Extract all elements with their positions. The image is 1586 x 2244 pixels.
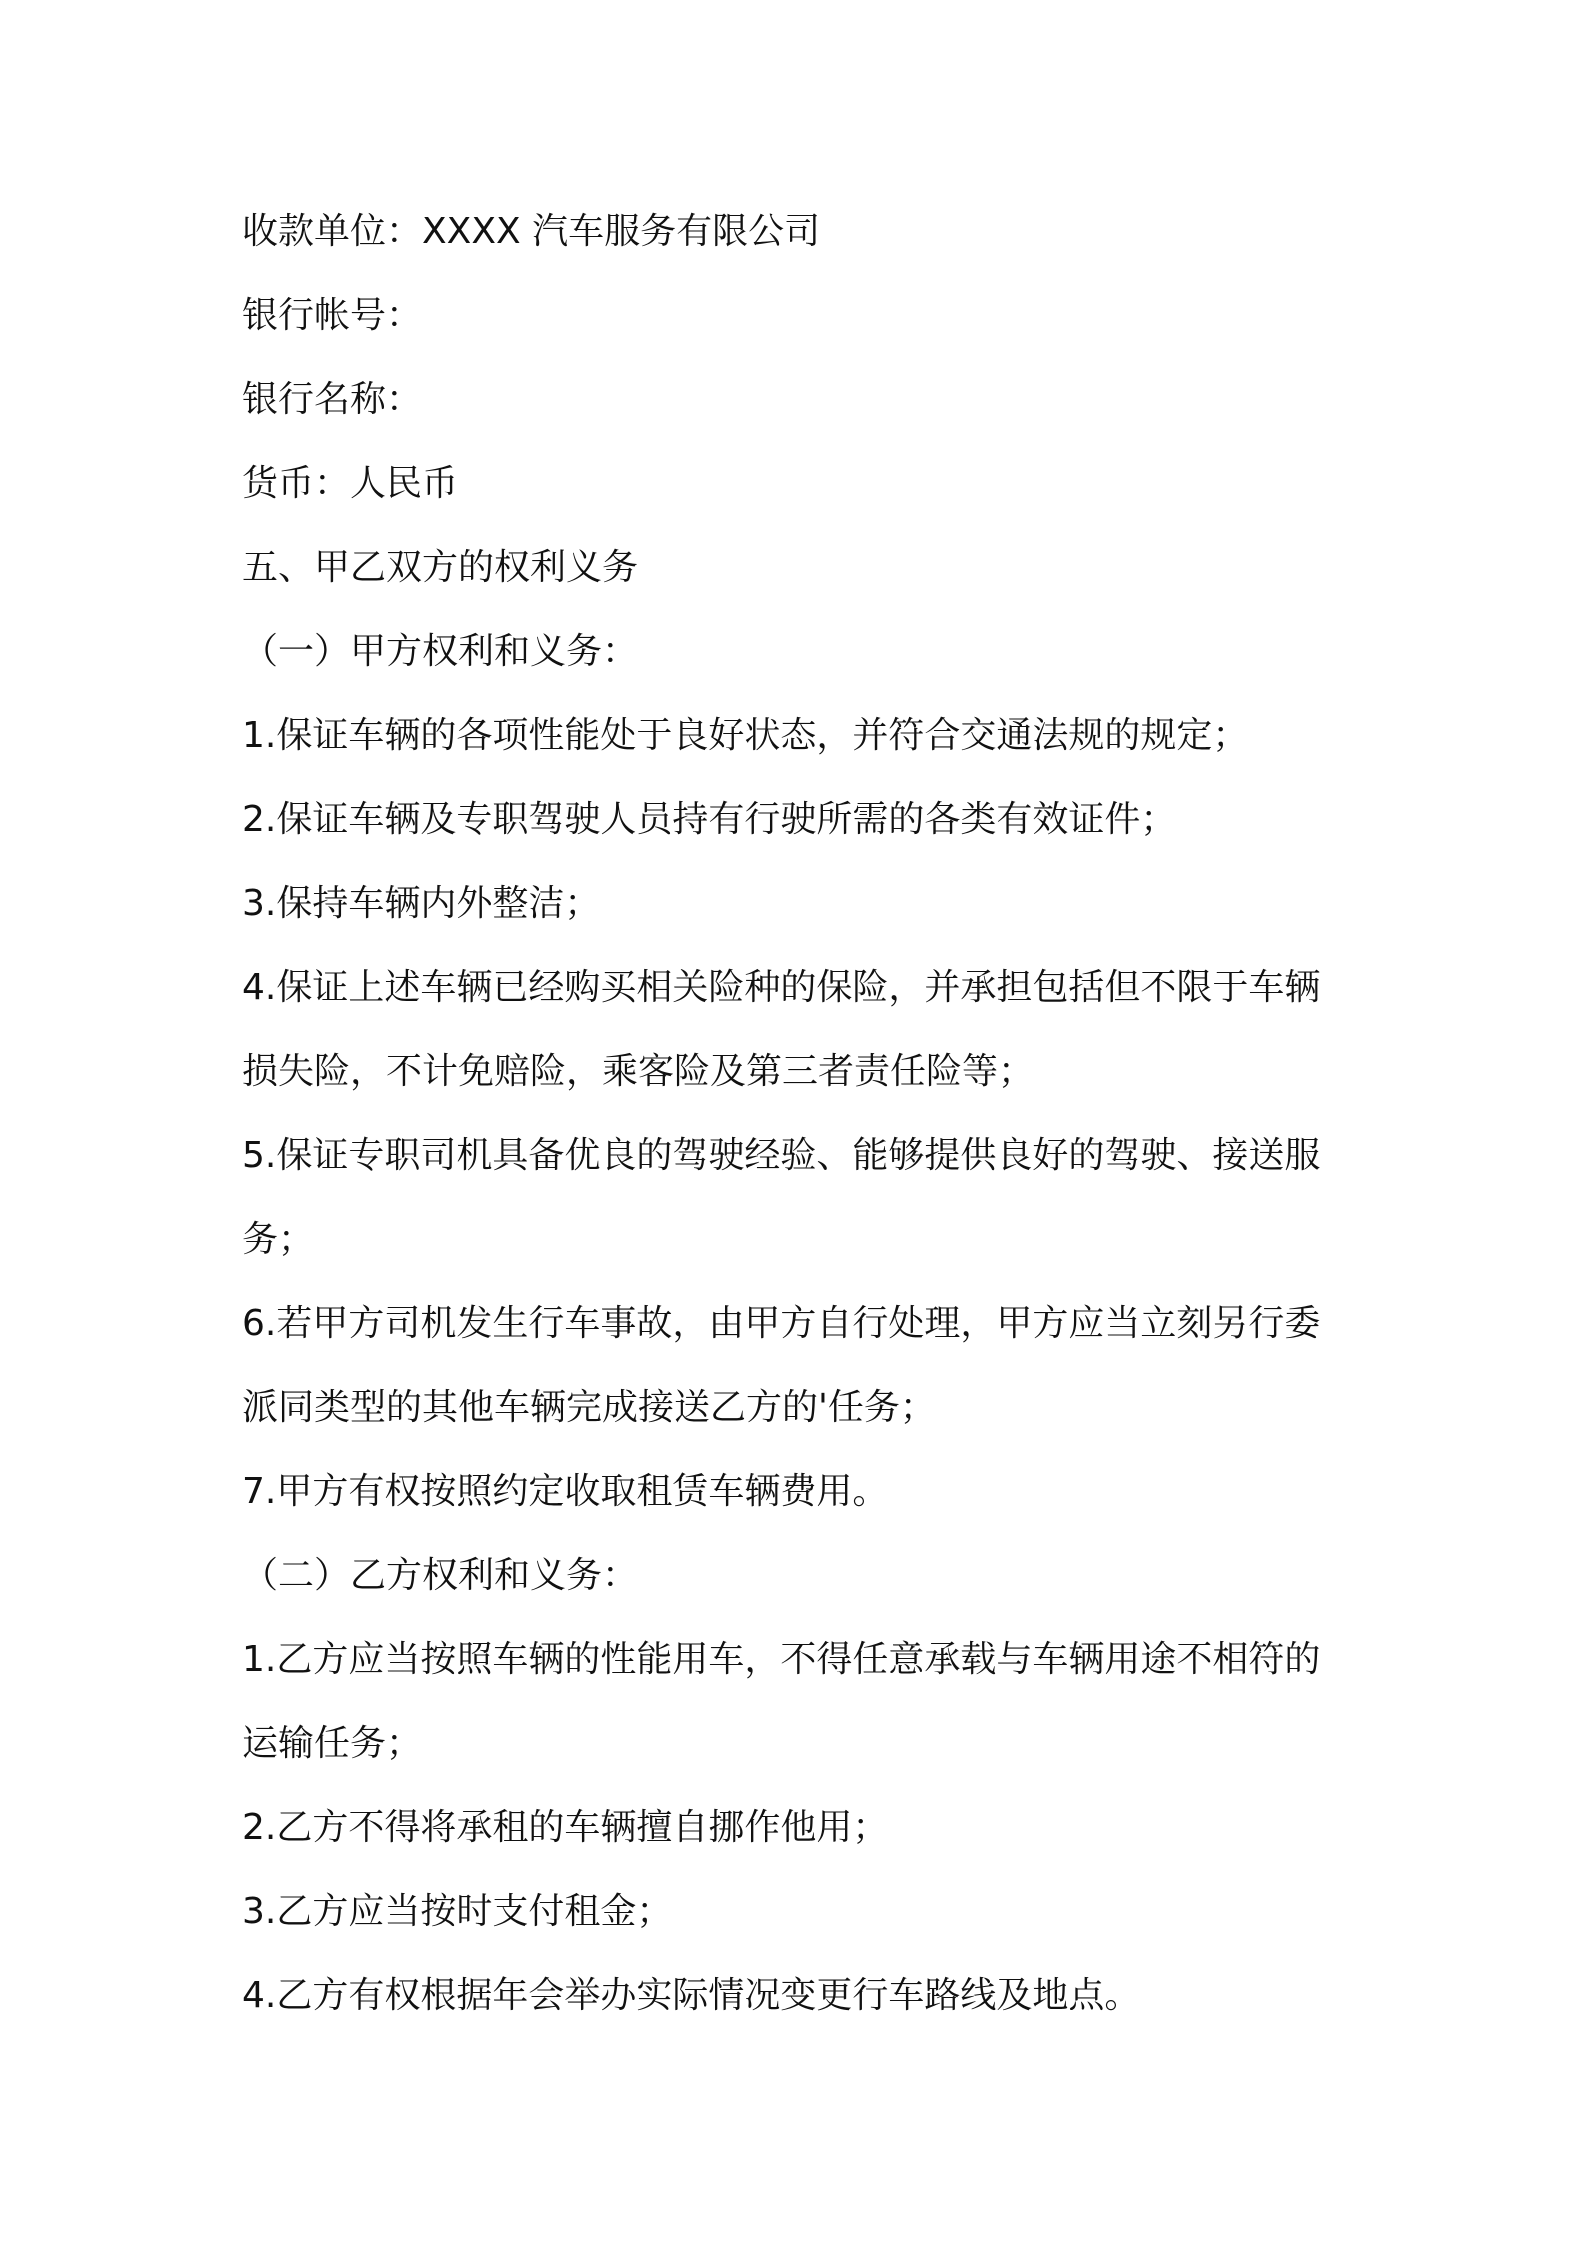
subsection-heading-party-b: （二）乙方权利和义务：	[242, 1555, 639, 1596]
clause-a-6-continued: 派同类型的其他车辆完成接送乙方的'任务；	[242, 1387, 936, 1428]
clause-b-3: 3.乙方应当按时支付租金；	[242, 1891, 673, 1932]
bank-name-line: 银行名称：	[242, 379, 423, 420]
subsection-heading-party-a: （一）甲方权利和义务：	[242, 631, 639, 672]
payee-line: 收款单位：XXXX 汽车服务有限公司	[242, 211, 821, 252]
clause-b-2: 2.乙方不得将承租的车辆擅自挪作他用；	[242, 1807, 889, 1848]
clause-a-1: 1.保证车辆的各项性能处于良好状态，并符合交通法规的规定；	[242, 715, 1249, 756]
currency-line: 货币：人民币	[242, 463, 459, 504]
clause-b-1-continued: 运输任务；	[242, 1723, 423, 1764]
clause-a-4: 4.保证上述车辆已经购买相关险种的保险，并承担包括但不限于车辆	[242, 967, 1321, 1008]
clause-a-7: 7.甲方有权按照约定收取租赁车辆费用。	[242, 1471, 889, 1512]
clause-b-1: 1.乙方应当按照车辆的性能用车，不得任意承载与车辆用途不相符的	[242, 1639, 1321, 1680]
clause-a-5: 5.保证专职司机具备优良的驾驶经验、能够提供良好的驾驶、接送服	[242, 1135, 1321, 1176]
clause-a-4-continued: 损失险，不计免赔险，乘客险及第三者责任险等；	[242, 1051, 1035, 1092]
section-heading: 五、甲乙双方的权利义务	[242, 547, 639, 588]
clause-a-5-continued: 务；	[242, 1219, 315, 1260]
bank-account-line: 银行帐号：	[242, 295, 423, 336]
clause-a-2: 2.保证车辆及专职驾驶人员持有行驶所需的各类有效证件；	[242, 799, 1177, 840]
clause-a-6: 6.若甲方司机发生行车事故，由甲方自行处理，甲方应当立刻另行委	[242, 1303, 1321, 1344]
clause-b-4: 4.乙方有权根据年会举办实际情况变更行车路线及地点。	[242, 1975, 1141, 2016]
clause-a-3: 3.保持车辆内外整洁；	[242, 883, 601, 924]
document-body	[242, 190, 1362, 2038]
